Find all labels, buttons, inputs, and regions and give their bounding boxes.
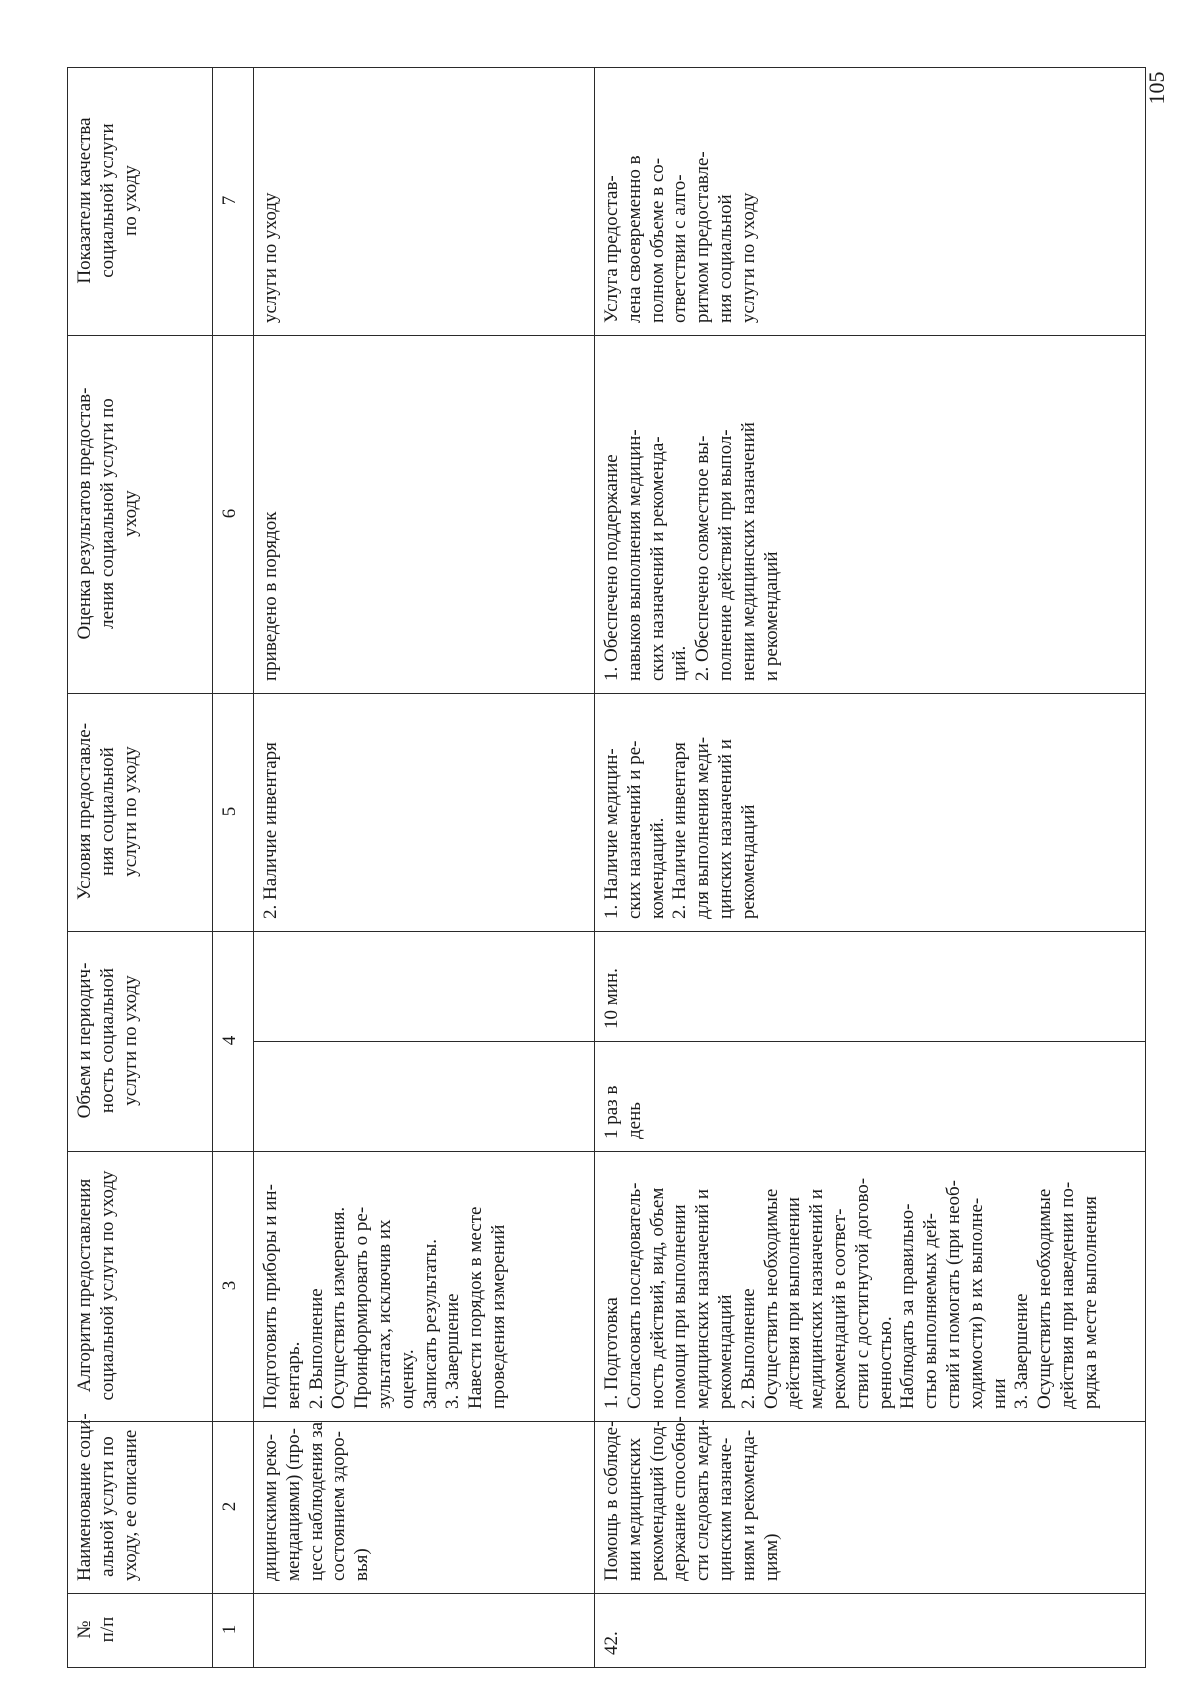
- text-line: альной услуги по: [96, 1436, 118, 1577]
- text-line: ствии с достигнутой догово-: [851, 1177, 873, 1409]
- service-evaluation: [595, 336, 1146, 694]
- column-number: 4: [213, 932, 254, 1152]
- service-quality: [595, 68, 1146, 336]
- text-line: Алгоритм предоставления: [74, 1178, 95, 1393]
- text-line: 1. Наличие медицин-: [601, 748, 622, 919]
- text-line: проведения измерений: [487, 1224, 509, 1409]
- services-table: [67, 67, 1146, 1668]
- text-line: Осуществить необходимые: [1034, 1188, 1056, 1409]
- text-line: ния социальной: [714, 194, 736, 323]
- text-line: услуги по уходу: [119, 975, 141, 1106]
- text-line: Оценка результатов предостав-: [74, 387, 95, 640]
- service-evaluation: [254, 336, 595, 694]
- text-line: цинским назначе-: [714, 1437, 736, 1581]
- text-line: день: [623, 1102, 645, 1139]
- text-line: цесс наблюдения за: [305, 1421, 327, 1581]
- text-line: ских назначений и ре-: [623, 740, 645, 919]
- rotated-page: [65, 28, 1185, 1668]
- header-cell: [68, 68, 213, 336]
- text-line: Объем и периодич-: [74, 962, 95, 1119]
- text-line: ций.: [669, 645, 691, 681]
- text-line: услуги по уходу: [260, 192, 281, 323]
- text-line: циям): [760, 1533, 782, 1581]
- text-line: уходу, ее описание: [119, 1429, 141, 1581]
- text-line: рекомендаций в соответ-: [828, 1208, 850, 1409]
- text-line: и рекомендаций: [760, 551, 782, 681]
- text-line: ность социальной: [96, 967, 118, 1114]
- text-line: цинских назначений и: [714, 739, 736, 919]
- text-line: ответствии с алго-: [669, 174, 691, 323]
- text-line: услуги по уходу: [737, 192, 759, 323]
- text-line: социальной услуги по уходу: [96, 1170, 118, 1401]
- column-number: 1: [213, 1594, 254, 1668]
- service-volume: [254, 932, 595, 1152]
- text-line: ления социальной услуги по: [96, 398, 118, 629]
- page-number: 105: [1144, 71, 1169, 105]
- text-line: ствий и помогать (при необ-: [942, 1179, 964, 1409]
- text-line: 1. Обеспечено поддержание: [601, 454, 622, 681]
- text-line: Показатели качества: [74, 117, 95, 284]
- header-cell: [68, 1152, 213, 1422]
- text-line: помощи при выполнении: [669, 1204, 691, 1409]
- text-line: ренностью.: [874, 1316, 896, 1409]
- text-line: ния социальной: [96, 747, 118, 876]
- text-line: медицинских назначений и: [692, 1189, 714, 1409]
- text-line: 1 раз в: [601, 1085, 622, 1139]
- text-line: полном объеме в со-: [646, 157, 668, 323]
- text-line: для выполнения меди-: [692, 736, 714, 919]
- text-line: дицинскими реко-: [260, 1433, 281, 1581]
- text-line: нии: [988, 1378, 1010, 1409]
- text-line: п/п: [96, 1616, 118, 1643]
- header-cell: [68, 694, 213, 932]
- text-line: зультатах, исключив их: [373, 1219, 395, 1409]
- text-line: ходимости) в их выполне-: [965, 1197, 987, 1409]
- text-line: Согласовать последователь-: [623, 1182, 645, 1409]
- text-line: Услуга предостав-: [601, 175, 622, 323]
- column-number: 2: [213, 1422, 254, 1594]
- column-number-row: [213, 68, 254, 1668]
- service-name: [254, 1422, 595, 1594]
- service-volume: [595, 932, 1146, 1152]
- text-line: Записать результаты.: [419, 1238, 441, 1409]
- text-line: Осуществить необходимые: [760, 1188, 782, 1409]
- text-line: №: [74, 1620, 95, 1639]
- text-line: стью выполняемых дей-: [920, 1213, 942, 1409]
- text-line: ских назначений и рекоменда-: [646, 436, 668, 681]
- text-line: рекомендаций: [714, 1294, 736, 1409]
- text-line: социальной услуги: [96, 123, 118, 278]
- service-quality: [254, 68, 595, 336]
- service-algorithm: [254, 1152, 595, 1422]
- row-number: [254, 1594, 595, 1668]
- text-line: 2. Обеспечено совместное вы-: [692, 435, 714, 681]
- volume-duration: [254, 932, 594, 1042]
- text-line: нии медицинских: [623, 1437, 645, 1581]
- text-line: сти следовать меди-: [692, 1419, 714, 1581]
- text-line: Подготовить приборы и ин-: [260, 1184, 281, 1409]
- text-line: рекомендаций (под-: [646, 1420, 668, 1581]
- text-line: ритмом предоставле-: [692, 151, 714, 323]
- text-line: комендаций.: [646, 817, 668, 919]
- text-line: Проинформировать о ре-: [351, 1206, 373, 1409]
- volume-frequency: [254, 1042, 594, 1152]
- text-line: Помощь в соблюде-: [601, 1420, 622, 1581]
- text-line: вентарь.: [282, 1341, 304, 1409]
- text-line: оценку.: [396, 1349, 418, 1409]
- text-line: Условия предоставле-: [74, 722, 95, 901]
- text-line: рекомендаций: [737, 804, 759, 919]
- text-line: 2. Выполнение: [737, 1288, 759, 1409]
- text-line: Навести порядок в месте: [465, 1206, 487, 1409]
- text-line: навыков выполнения медицин-: [623, 429, 645, 681]
- text-line: 2. Наличие инвентаря: [260, 742, 281, 919]
- text-line: лена своевременно в: [623, 155, 645, 323]
- row-number: 42.: [595, 1594, 1146, 1668]
- text-line: услуги по уходу: [119, 746, 141, 877]
- text-line: Осуществить измерения.: [328, 1206, 350, 1409]
- text-line: действия при наведении по-: [1056, 1181, 1078, 1409]
- text-line: 2. Выполнение: [305, 1288, 327, 1409]
- header-cell: [68, 1594, 213, 1668]
- service-conditions: [595, 694, 1146, 932]
- text-line: ниям и рекоменда-: [737, 1429, 759, 1581]
- text-line: 10 мин.: [601, 968, 622, 1029]
- text-line: полнение действий при выпол-: [714, 429, 736, 681]
- text-line: нении медицинских назначений: [737, 422, 759, 681]
- table-row: [595, 68, 1146, 1668]
- header-cell: [68, 1413, 213, 1594]
- column-number: 3: [213, 1152, 254, 1422]
- text-line: состоянием здоро-: [328, 1431, 350, 1581]
- header-cell: [68, 932, 213, 1152]
- column-number: 5: [213, 694, 254, 932]
- text-line: вья): [351, 1548, 373, 1581]
- text-line: приведено в порядок: [260, 511, 281, 681]
- column-number: 7: [213, 68, 254, 336]
- text-line: медицинских назначений и: [806, 1189, 828, 1409]
- service-conditions: [254, 694, 595, 932]
- text-line: мендациями) (про-: [282, 1428, 304, 1581]
- service-algorithm: [595, 1152, 1146, 1422]
- volume-duration: [595, 932, 1145, 1042]
- text-line: действия при выполнении: [783, 1197, 805, 1409]
- header-row: [68, 68, 213, 1668]
- text-line: рядка в месте выполнения: [1079, 1196, 1101, 1409]
- text-line: Наименование соци-: [74, 1413, 95, 1581]
- text-line: Наблюдать за правильно-: [897, 1203, 919, 1409]
- text-line: уходу: [119, 490, 141, 537]
- text-line: держание способно-: [669, 1416, 691, 1581]
- service-name: [595, 1416, 1146, 1594]
- text-line: по уходу: [119, 165, 141, 236]
- text-line: 3. Завершение: [1011, 1293, 1033, 1409]
- text-line: 1. Подготовка: [601, 1297, 622, 1409]
- volume-frequency: [595, 1042, 1145, 1152]
- text-line: 3. Завершение: [442, 1293, 464, 1409]
- text-line: ность действий, вид, объем: [646, 1187, 668, 1409]
- table-row: [254, 68, 595, 1668]
- header-cell: [68, 336, 213, 694]
- column-number: 6: [213, 336, 254, 694]
- text-line: 2. Наличие инвентаря: [669, 742, 691, 919]
